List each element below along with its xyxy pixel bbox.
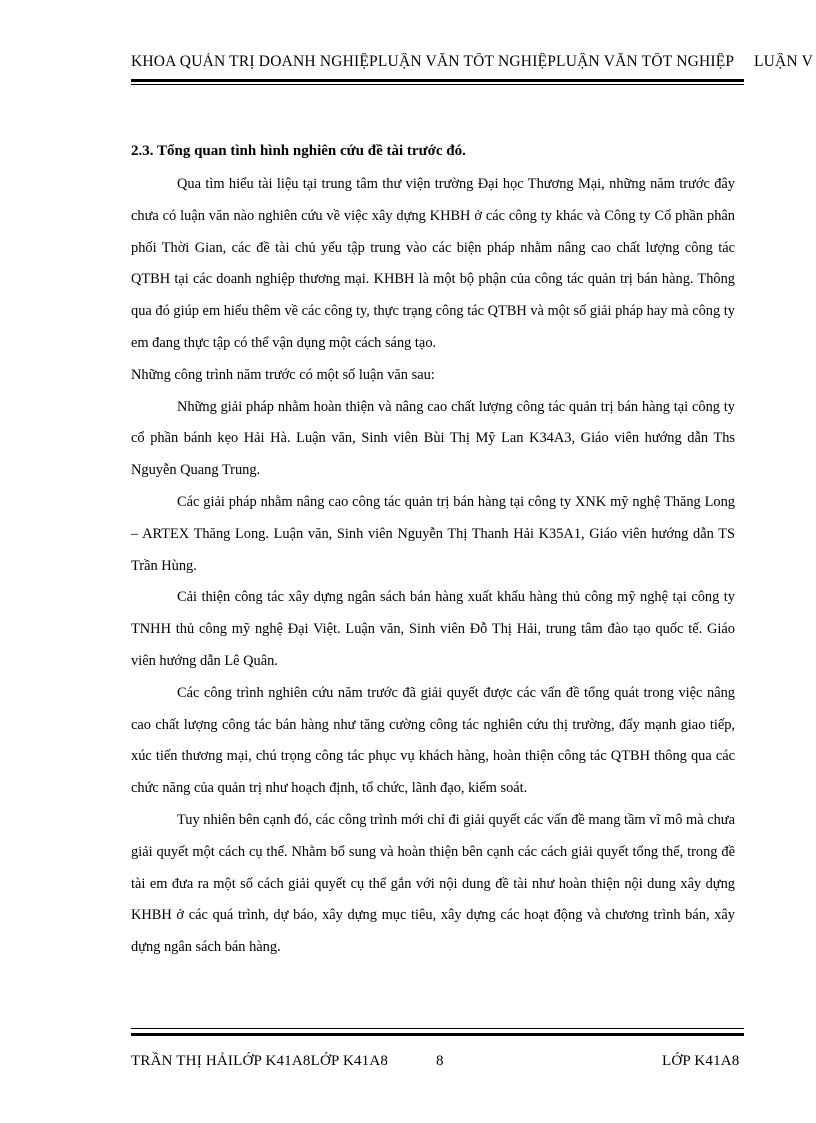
- footer-rule-thin: [131, 1028, 744, 1029]
- page-header: [131, 53, 816, 71]
- footer-rule-thick: [131, 1033, 744, 1036]
- header-rule-thin: [131, 84, 744, 85]
- header-rule-thick: [131, 79, 744, 82]
- paragraph-2: Những công trình năm trước có một số luận văn sau:: [131, 366, 435, 383]
- section-heading: 2.3. Tổng quan tình hình nghiên cứu đề tài trước đó.: [131, 143, 466, 159]
- paragraph-6: Các công trình nghiên cứu năm trước đã giải quyết được các vấn đề tổng quát trong việc nâng cao chất lượng công tác bán hàng như tăng cường công tác nghiên cứu thị trường, đẩy mạnh giao tiếp, xúc tiến thương mại, chú trọng công tác phục vụ khách hàng, hoàn thiện công tác QTBH thông qua các chức năng của quản trị như hoạch định, tổ chức, lãnh đạo, kiểm soát.: [131, 684, 735, 797]
- paragraph-1: Qua tìm hiểu tài liệu tại trung tâm thư viện trường Đại học Thương Mại, những năm trước đây chưa có luận văn nào nghiên cứu về việc xây dựng KHBH ở các công ty khác và Công ty Cổ phần phân phối Thời Gian, các đề tài chủ yếu tập trung vào các biện pháp nhằm nâng cao chất lượng công tác QTBH tại các doanh nghiệp thương mại. KHBH là một bộ phận của công tác quản trị bán hàng. Thông qua đó giúp em hiểu thêm về các công ty, thực trạng công tác QTBH và một số giải pháp hay mà công ty em đang thực tập có thể vận dụng một cách sáng tạo.: [131, 176, 735, 351]
- footer-right-text: LỚP K41A8: [662, 1053, 740, 1069]
- paragraph-4: Các giải pháp nhằm nâng cao công tác quản trị bán hàng tại công ty XNK mỹ nghệ Thăng Long – ARTEX Thăng Long. Luận văn, Sinh viên Nguyễn Thị Thanh Hải K35A1, Giáo viên hướng dẫn TS Trần Hùng.: [131, 493, 735, 574]
- header-right-text: LUẬN V: [754, 53, 814, 70]
- paragraph-3: Những giải pháp nhằm hoàn thiện và nâng cao chất lượng công tác quản trị bán hàng tại công ty cổ phần bánh kẹo Hải Hà. Luận văn, Sinh viên Bùi Thị Mỹ Lan K34A3, Giáo viên hướng dẫn Ths Nguyễn Quang Trung.: [131, 398, 735, 479]
- paragraph-5: Cải thiện công tác xây dựng ngân sách bán hàng xuất khẩu hàng thủ công mỹ nghệ tại công ty TNHH thủ công mỹ nghệ Đại Việt. Luận văn, Sinh viên Đỗ Thị Hải, trung tâm đào tạo quốc tế. Giáo viên hướng dẫn Lê Quân.: [131, 589, 735, 669]
- paragraph-7: Tuy nhiên bên cạnh đó, các công trình mới chỉ đi giải quyết các vấn đề mang tầm vĩ mô mà chưa giải quyết một cách cụ thể. Nhằm bổ sung và hoàn thiện bên cạnh các cách giải quyết tổng thể, trong đề tài em đưa ra một số cách giải quyết cụ thể gắn với nội dung đề tài như hoàn thiện nội dung xây dựng KHBH ở các quá trình, dự báo, xây dựng mục tiêu, xây dựng các hoạt động và chương trình bán, xây dựng ngân sách bán hàng.: [131, 811, 735, 956]
- page-number: 8: [436, 1053, 444, 1069]
- footer-left-text: TRẦN THỊ HẢILỚP K41A8LỚP K41A8: [131, 1053, 389, 1069]
- section-content: [131, 138, 735, 964]
- header-left-text: KHOA QUẢN TRỊ DOANH NGHIỆPLUẬN VĂN TỐT NGHIỆPLUẬN VĂN TỐT NGHIỆP: [131, 53, 735, 70]
